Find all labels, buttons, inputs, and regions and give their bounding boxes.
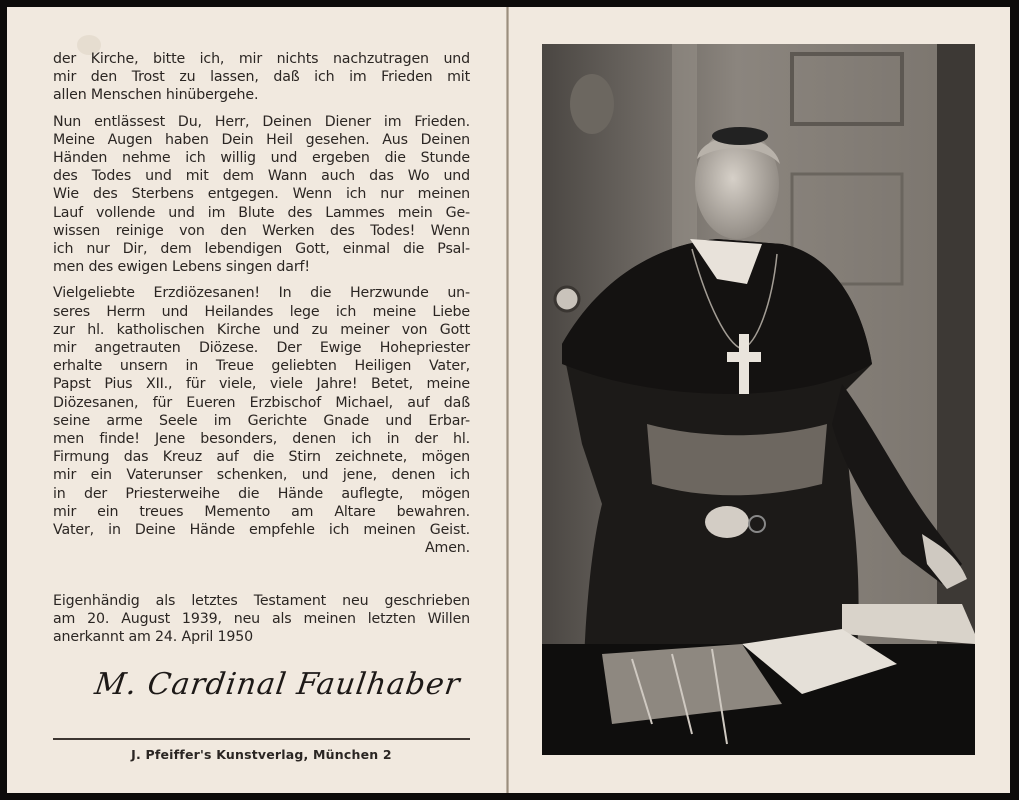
text-line: allen Menschen hinübergehe. bbox=[53, 87, 259, 104]
text-line: mir ein treues Memento am Altare bewahren. bbox=[53, 503, 470, 520]
text-line: Nun entlässest Du, Herr, Deinen Diener im Frieden. bbox=[53, 113, 470, 130]
portrait-photo bbox=[542, 44, 975, 755]
text-line: men des ewigen Lebens singen darf! bbox=[53, 259, 310, 276]
text-line: Papst Pius XII., für viele, viele Jahre! Betet, meine bbox=[53, 376, 470, 393]
text-line: erhalte unsern in Treue geliebten Heiligen Vater, bbox=[53, 358, 470, 375]
text-line: am 20. August 1939, neu als meinen letzten Willen bbox=[53, 611, 470, 628]
text-line: men finde! Jene besonders, denen ich in der hl. bbox=[53, 431, 470, 448]
memorial-card bbox=[7, 7, 1010, 793]
text-line: des Todes und mit dem Wann auch das Wo und bbox=[53, 168, 470, 185]
text-line: Vater, in Deine Hände empfehle ich meinen Geist. bbox=[53, 522, 470, 539]
text-line: Meine Augen haben Dein Heil gesehen. Aus Deinen bbox=[53, 131, 470, 148]
left-page-text bbox=[53, 50, 470, 565]
text-line: mir angetrauten Diözese. Der Ewige Hohepriester bbox=[53, 340, 470, 357]
pectoral-cross-bar bbox=[727, 352, 761, 362]
text-line: ich nur Dir, dem lebendigen Gott, einmal die Psal- bbox=[53, 241, 470, 258]
hand-with-glasses bbox=[705, 506, 749, 538]
testament-note bbox=[53, 592, 470, 647]
text-line: Firmung das Kreuz auf die Stirn zeichnete, mögen bbox=[53, 449, 470, 466]
paragraph-3 bbox=[53, 284, 470, 557]
signature: M. Cardinal Faulhaber bbox=[92, 667, 463, 702]
text-line: mir den Trost zu lassen, daß ich im Frieden mit bbox=[53, 69, 470, 86]
text-line: Lauf vollende und im Blute des Lammes mein Ge- bbox=[53, 204, 470, 221]
wall-ornament bbox=[570, 74, 614, 134]
text-line: seres Herrn und Heilandes lege ich meine Liebe bbox=[53, 303, 470, 320]
text-line: wissen reinige von den Werken des Todes! Wenn bbox=[53, 222, 470, 239]
text-line: Eigenhändig als letztes Testament neu geschrieben bbox=[53, 593, 470, 609]
text-line: Vielgeliebte Erzdiözesanen! In die Herzwunde un- bbox=[53, 285, 470, 302]
publisher-imprint: J. Pfeiffer's Kunstverlag, München 2 bbox=[131, 747, 392, 762]
zucchetto bbox=[712, 127, 768, 145]
closing-amen: Amen. bbox=[424, 540, 470, 557]
paragraph-1 bbox=[53, 50, 470, 105]
text-line: zur hl. katholischen Kirche und zu meiner von Gott bbox=[53, 321, 470, 338]
text-line: anerkannt am 24. April 1950 bbox=[53, 629, 254, 646]
portrait-illustration bbox=[542, 44, 975, 755]
card-fold bbox=[506, 7, 509, 793]
text-line: seine arme Seele im Gerichte Gnade und Erbar- bbox=[53, 412, 470, 429]
text-line: der Kirche, bitte ich, mir nichts nachzutragen und bbox=[53, 51, 470, 67]
wall-ornament bbox=[555, 287, 579, 311]
text-line: in der Priesterweihe die Hände auflegte, mögen bbox=[53, 485, 470, 502]
text-line: Diözesanen, für Eueren Erzbischof Michael, auf daß bbox=[53, 394, 470, 411]
text-line: Wie des Sterbens entgegen. Wenn ich nur meinen bbox=[53, 186, 470, 203]
divider-rule bbox=[53, 738, 470, 740]
text-line: Händen nehme ich willig und ergeben die Stunde bbox=[53, 150, 470, 167]
text-line: mir ein Vaterunser schenken, und jene, denen ich bbox=[53, 467, 470, 484]
pectoral-cross bbox=[739, 334, 749, 394]
paragraph-2 bbox=[53, 113, 470, 277]
